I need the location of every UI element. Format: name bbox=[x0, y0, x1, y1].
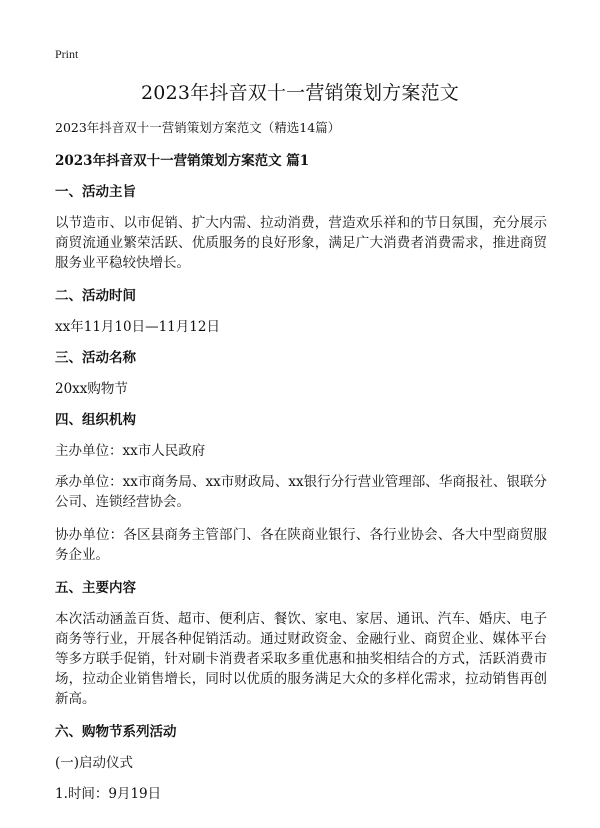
document-body bbox=[55, 119, 547, 815]
section-4-organizer: 承办单位：xx市商务局、xx市财政局、xx银行分行营业管理部、华商报社、银联分公司、连锁经营协会。 bbox=[55, 474, 547, 510]
section-2-title: 二、活动时间 bbox=[55, 288, 136, 304]
section-6-item-1-time: 1.时间：9月19日 bbox=[55, 786, 162, 802]
print-label: Print bbox=[55, 47, 79, 61]
section-5-body: 本次活动涵盖百货、超市、便利店、餐饮、家电、家居、通讯、汽车、婚庆、电子商务等行业，开展各种促销活动。通过财政资金、金融行业、商贸企业、媒体平台等多方联手促销，针对刷卡消费者采取多重优惠和抽奖相结合的方式，活跃消费市场，拉动企业销售增长，同时以优质的服务满足大众的多样化需求，拉动销售再创新高。 bbox=[55, 611, 547, 707]
section-2-body: xx年11月10日—11月12日 bbox=[55, 319, 220, 335]
section-3-title: 三、活动名称 bbox=[55, 350, 136, 366]
section-1-body: 以节造市、以市促销、扩大内需、拉动消费，营造欢乐祥和的节日氛围，充分展示商贸流通业繁荣活跃、优质服务的良好形象，满足广大消费者消费需求，推进商贸服务业平稳较快增长。 bbox=[55, 215, 547, 271]
section-3-body: 20xx购物节 bbox=[55, 381, 128, 397]
section-4-co-organizer: 协办单位：各区县商务主管部门、各在陕商业银行、各行业协会、各大中型商贸服务企业。 bbox=[55, 527, 547, 563]
article-heading: 2023年抖音双十一营销策划方案范文 篇1 bbox=[55, 153, 310, 169]
section-1-title: 一、活动主旨 bbox=[55, 184, 136, 200]
section-4-host: 主办单位：xx市人民政府 bbox=[55, 443, 206, 459]
document-subtitle: 2023年抖音双十一营销策划方案范文（精选14篇） bbox=[55, 120, 341, 135]
section-6-item-1: (一)启动仪式 bbox=[55, 755, 134, 771]
page-title: 2023年抖音双十一营销策划方案范文 bbox=[141, 82, 459, 104]
section-5-title: 五、主要内容 bbox=[55, 580, 136, 596]
section-4-title: 四、组织机构 bbox=[55, 412, 136, 428]
section-6-title: 六、购物节系列活动 bbox=[55, 724, 177, 740]
